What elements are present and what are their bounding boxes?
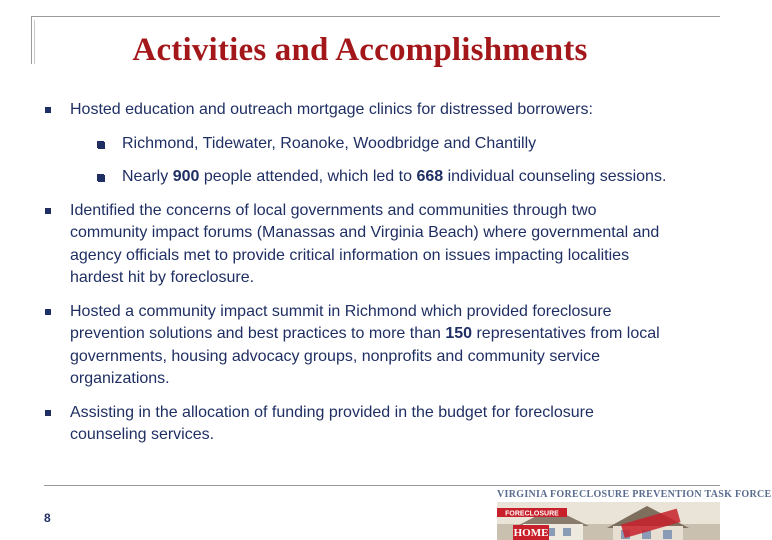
bullet-text: Hosted education and outreach mortgage clinics for distressed borrowers: (70, 101, 593, 118)
bullet-item (44, 99, 674, 189)
hollow-square-bullet-icon (97, 141, 104, 148)
square-bullet-icon (45, 410, 51, 416)
bullet-text: Identified the concerns of local governments and communities through two community impact forums (Manassas and Virginia Beach) where governmental and agency officials met to provide critical information on issues impacting localities hardest hit by foreclosure. (70, 201, 660, 286)
home-sign-text: HOME (513, 527, 549, 539)
bullet-item (44, 301, 674, 391)
page-number: 8 (44, 511, 51, 525)
square-bullet-icon (45, 309, 51, 315)
foreclosure-house-logo-icon (497, 502, 720, 540)
sub-bullet-text: people attended, which led to (199, 168, 417, 185)
slide-frame-top-rule (31, 16, 720, 17)
bullet-item (44, 200, 674, 290)
square-bullet-icon (45, 208, 51, 214)
sub-bullet-text: Nearly (122, 168, 173, 185)
footer-rule (44, 485, 720, 486)
bullet-text: Hosted a community impact summit in Richmond which provided foreclosure prevention solutions and best practices to more than (70, 302, 612, 342)
bullet-text: representatives from local governments, housing advocacy groups, nonprofits and community service organizations. (70, 325, 660, 387)
bullet-text: Assisting in the allocation of funding provided in the budget for foreclosure counseling services. (70, 403, 594, 443)
slide-body (44, 99, 674, 458)
slide-title: Activities and Accomplishments (132, 32, 588, 68)
bullet-item (44, 402, 674, 447)
square-bullet-icon (45, 107, 51, 113)
foreclosure-sign-text: FORECLOSURE (505, 510, 559, 518)
hollow-square-bullet-icon (97, 174, 104, 181)
sub-bullet-text: Richmond, Tidewater, Roanoke, Woodbridge and Chantilly (122, 134, 537, 152)
sub-bullet-item (70, 166, 674, 189)
representative-count: 150 (445, 325, 473, 342)
sub-bullet-text: individual counseling sessions. (443, 168, 667, 185)
task-force-logo-text: VIRGINIA FORECLOSURE PREVENTION TASK FORCE (497, 489, 772, 500)
counseling-count: 668 (416, 168, 444, 185)
attendee-count: 900 (172, 168, 200, 185)
sub-bullet-item (70, 133, 674, 156)
